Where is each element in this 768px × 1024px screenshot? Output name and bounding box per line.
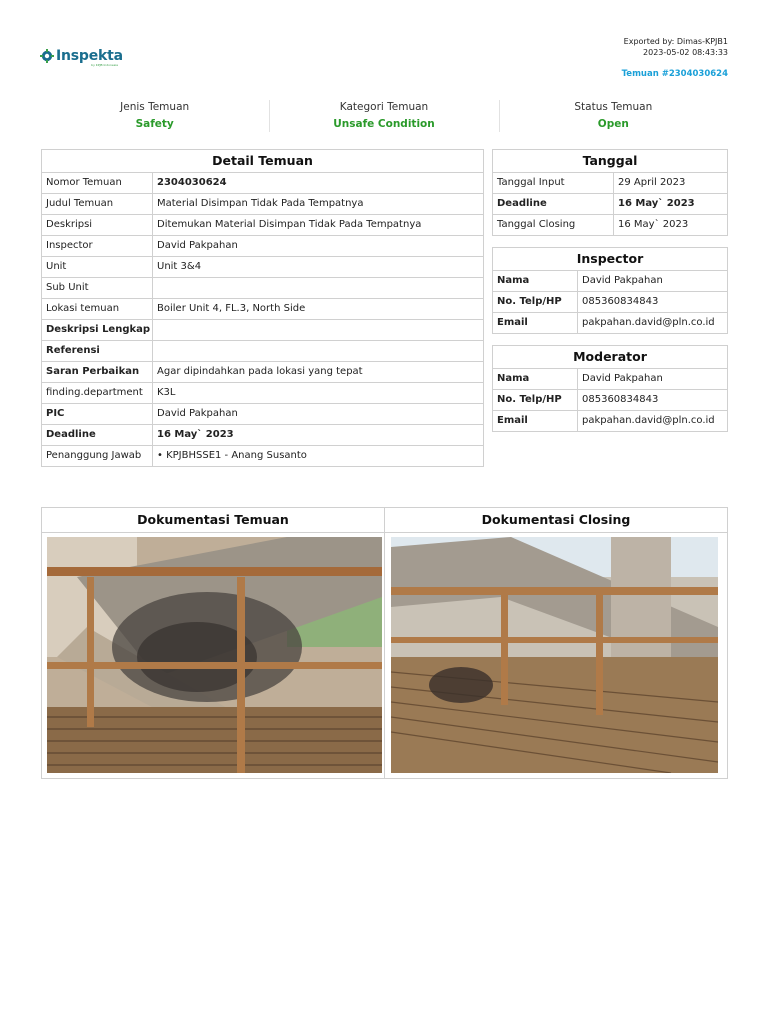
row-value: pakpahan.david@pln.co.id bbox=[578, 411, 728, 432]
row-value: David Pakpahan bbox=[153, 404, 484, 425]
row-label: Deskripsi bbox=[42, 215, 153, 236]
dokumentasi-closing-title: Dokumentasi Closing bbox=[385, 508, 727, 533]
table-row bbox=[42, 446, 484, 467]
table-row bbox=[493, 369, 728, 390]
row-label: Email bbox=[493, 411, 578, 432]
table-row bbox=[42, 278, 484, 299]
row-value: K3L bbox=[153, 383, 484, 404]
summary-label: Kategori Temuan bbox=[339, 101, 429, 113]
dokumentasi-temuan-title: Dokumentasi Temuan bbox=[42, 508, 384, 533]
row-value: 2304030624 bbox=[153, 173, 484, 194]
row-value: Boiler Unit 4, FL.3, North Side bbox=[153, 299, 484, 320]
dokumentasi-temuan bbox=[42, 508, 384, 778]
row-value: David Pakpahan bbox=[578, 271, 728, 292]
row-value: 085360834843 bbox=[578, 292, 728, 313]
summary-value: Open bbox=[597, 118, 629, 130]
summary-value: Safety bbox=[135, 118, 174, 130]
row-value: • KPJBHSSE1 - Anang Susanto bbox=[153, 446, 484, 467]
inspector-table bbox=[492, 247, 728, 334]
logo-subtext: by KPJB Indonesia bbox=[91, 63, 118, 67]
table-row bbox=[493, 292, 728, 313]
row-value: 16 May` 2023 bbox=[153, 425, 484, 446]
row-label: Nama bbox=[493, 369, 578, 390]
table-row bbox=[42, 362, 484, 383]
row-label: Sub Unit bbox=[42, 278, 153, 299]
closing-photo bbox=[391, 537, 718, 773]
row-label: Inspector bbox=[42, 236, 153, 257]
tanggal-title: Tanggal bbox=[493, 150, 728, 173]
table-row bbox=[493, 313, 728, 334]
gear-logo-icon bbox=[40, 49, 54, 63]
summary-label: Status Temuan bbox=[574, 101, 653, 113]
row-value: Agar dipindahkan pada lokasi yang tepat bbox=[153, 362, 484, 383]
table-row bbox=[493, 271, 728, 292]
row-value: Ditemukan Material Disimpan Tidak Pada Tempatnya bbox=[153, 215, 484, 236]
app-logo bbox=[40, 49, 123, 63]
row-label: Tanggal Input bbox=[493, 173, 614, 194]
row-label: Lokasi temuan bbox=[42, 299, 153, 320]
row-value: David Pakpahan bbox=[153, 236, 484, 257]
table-row bbox=[493, 173, 728, 194]
summary-label: Jenis Temuan bbox=[120, 101, 190, 113]
row-label: No. Telp/HP bbox=[493, 390, 578, 411]
row-label: Deadline bbox=[42, 425, 153, 446]
row-label: Tanggal Closing bbox=[493, 215, 614, 236]
summary-value: Unsafe Condition bbox=[333, 118, 435, 130]
moderator-title: Moderator bbox=[493, 346, 728, 369]
row-label: Saran Perbaikan bbox=[42, 362, 153, 383]
row-label: Referensi bbox=[42, 341, 153, 362]
row-value: Material Disimpan Tidak Pada Tempatnya bbox=[153, 194, 484, 215]
detail-temuan-table bbox=[41, 149, 484, 467]
row-label: Penanggung Jawab bbox=[42, 446, 153, 467]
summary-jenis bbox=[40, 98, 269, 134]
table-row bbox=[42, 236, 484, 257]
table-row bbox=[42, 320, 484, 341]
row-value bbox=[153, 341, 484, 362]
row-label: Unit bbox=[42, 257, 153, 278]
temuan-photo bbox=[47, 537, 382, 773]
exported-by: Exported by: Dimas-KPJB1 bbox=[623, 37, 728, 46]
table-row bbox=[493, 411, 728, 432]
moderator-table bbox=[492, 345, 728, 432]
row-value bbox=[153, 278, 484, 299]
table-row bbox=[42, 173, 484, 194]
table-row bbox=[42, 383, 484, 404]
table-row bbox=[42, 425, 484, 446]
row-label: No. Telp/HP bbox=[493, 292, 578, 313]
exported-at: 2023-05-02 08:43:33 bbox=[643, 48, 728, 57]
table-row bbox=[42, 341, 484, 362]
row-value: David Pakpahan bbox=[578, 369, 728, 390]
tanggal-table bbox=[492, 149, 728, 236]
row-value: Unit 3&4 bbox=[153, 257, 484, 278]
table-row bbox=[42, 215, 484, 236]
summary-status bbox=[499, 98, 728, 134]
row-label: Deadline bbox=[493, 194, 614, 215]
table-row bbox=[42, 257, 484, 278]
logo-text: Inspekta bbox=[56, 48, 123, 64]
row-value: pakpahan.david@pln.co.id bbox=[578, 313, 728, 334]
export-info bbox=[624, 36, 728, 58]
row-value bbox=[153, 320, 484, 341]
temuan-number: Temuan #2304030624 bbox=[621, 69, 728, 79]
dokumentasi-closing bbox=[384, 508, 727, 778]
summary-kategori bbox=[269, 98, 498, 134]
table-row bbox=[42, 194, 484, 215]
table-row bbox=[42, 404, 484, 425]
row-label: Nomor Temuan bbox=[42, 173, 153, 194]
row-label: Email bbox=[493, 313, 578, 334]
row-value: 29 April 2023 bbox=[614, 173, 728, 194]
detail-title: Detail Temuan bbox=[42, 150, 484, 173]
table-row bbox=[493, 215, 728, 236]
row-value: 085360834843 bbox=[578, 390, 728, 411]
documentation-section bbox=[41, 507, 728, 779]
row-value: 16 May` 2023 bbox=[614, 215, 728, 236]
table-row bbox=[493, 194, 728, 215]
summary-bar bbox=[40, 98, 728, 134]
row-label: PIC bbox=[42, 404, 153, 425]
row-label: Nama bbox=[493, 271, 578, 292]
row-value: 16 May` 2023 bbox=[614, 194, 728, 215]
inspector-title: Inspector bbox=[493, 248, 728, 271]
row-label: Judul Temuan bbox=[42, 194, 153, 215]
row-label: Deskripsi Lengkap bbox=[42, 320, 153, 341]
table-row bbox=[42, 299, 484, 320]
table-row bbox=[493, 390, 728, 411]
row-label: finding.department bbox=[42, 383, 153, 404]
